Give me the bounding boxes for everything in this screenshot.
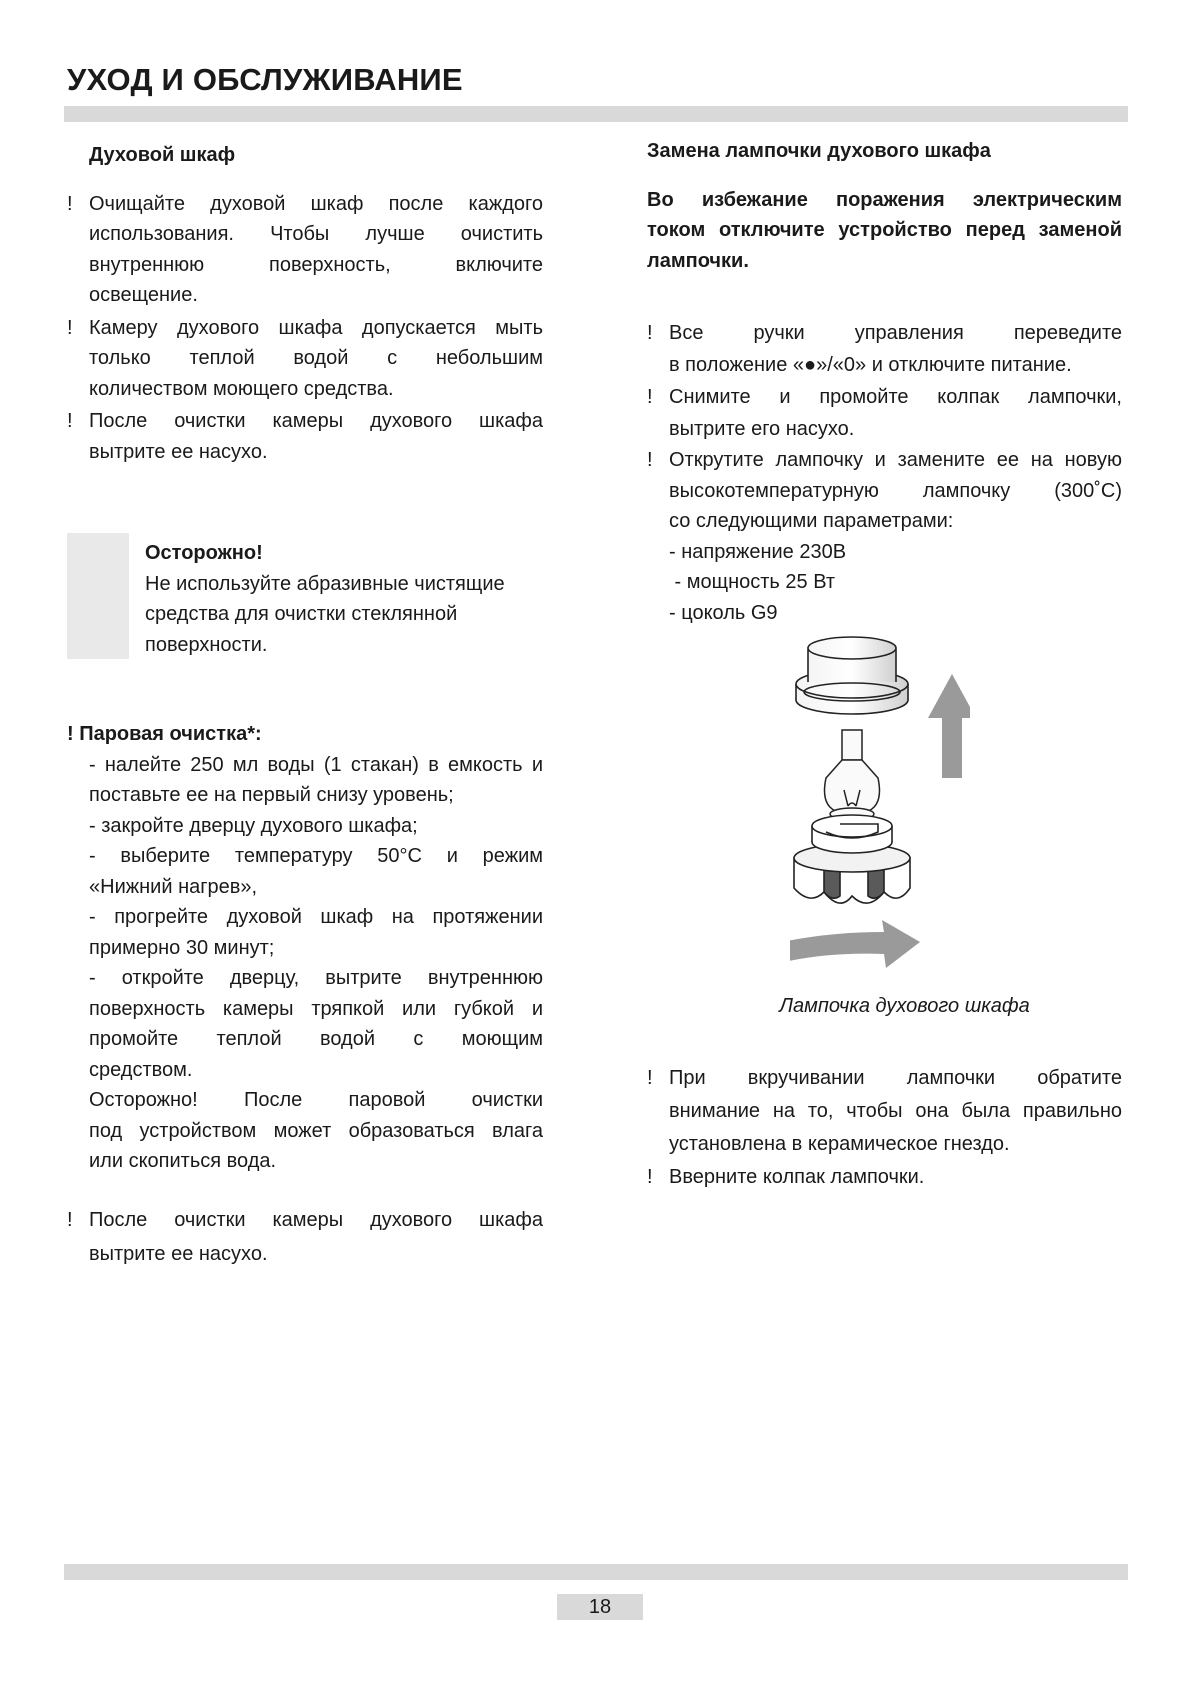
halogen-bulb-icon bbox=[825, 730, 880, 820]
param-power: - мощность 25 Вт bbox=[669, 571, 836, 593]
bullet: ! bbox=[647, 1067, 653, 1089]
list-item: ! Снимите и промойте колпак лампочки, вытрите его насухо. bbox=[647, 381, 1122, 445]
param-socket: - цоколь G9 bbox=[669, 601, 778, 624]
caution-title: Осторожно! bbox=[145, 542, 263, 564]
bullet: ! bbox=[67, 410, 73, 432]
page-title: УХОД И ОБСЛУЖИВАНИЕ bbox=[67, 62, 463, 97]
bullet: ! bbox=[647, 449, 653, 471]
rotate-arrow-icon bbox=[790, 920, 920, 968]
list-item: ! Очищайте духовой шкаф после каждого использования. Чтобы лучше очистить внутреннюю поверхность, включите освещение. bbox=[67, 189, 543, 311]
bullet: ! bbox=[67, 316, 73, 339]
list-item: ! При вкручивании лампочки обратите внимание на то, чтобы она была правильно установлена в керамическое гнездо. bbox=[647, 1062, 1122, 1161]
header-bar bbox=[64, 106, 1128, 122]
list-item: ! После очистки камеры духового шкафа вытрите ее насухо. bbox=[67, 406, 543, 467]
list-item: ! Камеру духового шкафа допускается мыть только теплой водой с небольшим количеством моющего средства. bbox=[67, 313, 543, 405]
right-column bbox=[647, 136, 1122, 276]
bulb-steps bbox=[647, 317, 1122, 628]
bullet: ! bbox=[647, 386, 653, 408]
arrow-up-icon bbox=[928, 674, 970, 778]
bullet: ! bbox=[67, 192, 73, 215]
footer-bar bbox=[64, 1564, 1128, 1580]
bulb-heading: Замена лампочки духового шкафа bbox=[647, 140, 991, 162]
steam-section: ! Паровая очистка*: - налейте 250 мл воды (1 стакан) в емкость и поставьте ее на первый снизу уровень; - закройте дверцу духового шкафа; - выберите температуру 50°C и режим «Нижний нагрев», - прогрейте духовой шкаф на протяжении примерно 30 минут; - откройте дверцу, вытрите внутреннюю поверхность камеры тряпкой или губкой и промойте теплой водой с моющим средством. Осторожно! После паровой очистки под устройством может образоваться влага или скопиться вода. bbox=[67, 719, 543, 1177]
ceramic-socket-icon bbox=[794, 815, 910, 903]
list-item: ! Открутите лампочку и замените ее на новую высокотемпературную лампочку (300˚C) со следующими параметрами: - напряжение 230В - мощность 25 Вт - цоколь G9 bbox=[647, 445, 1122, 628]
lamp-cap-icon bbox=[796, 637, 908, 714]
bulb-illustration bbox=[790, 630, 970, 990]
final-item-wrap bbox=[67, 1203, 543, 1271]
steam-heading: ! Паровая очистка*: bbox=[67, 723, 262, 745]
param-voltage: - напряжение 230В bbox=[669, 540, 847, 563]
list-item: ! Все ручки управления переведите в положение «●»/«0» и отключите питание. bbox=[647, 317, 1122, 381]
bulb-steps-after bbox=[647, 1062, 1122, 1194]
oven-heading: Духовой шкаф bbox=[89, 144, 236, 166]
safety-warning: Во избежание поражения электрическим током отключите устройство перед заменой лампочки. bbox=[647, 188, 1122, 272]
figure-caption: Лампочка духового шкафа bbox=[779, 995, 1030, 1017]
caution-note: Осторожно! Не используйте абразивные чистящие средства для очистки стеклянной поверхности. bbox=[145, 538, 545, 660]
page-number: 18 bbox=[557, 1594, 643, 1620]
bullet: ! bbox=[67, 1209, 73, 1231]
bullet: ! bbox=[647, 1166, 653, 1188]
left-column bbox=[67, 140, 543, 467]
list-item: ! Вверните колпак лампочки. bbox=[647, 1161, 1122, 1194]
caution-marker bbox=[67, 533, 129, 659]
bullet: ! bbox=[647, 322, 653, 344]
list-item: ! После очистки камеры духового шкафа вытрите ее насухо. bbox=[67, 1203, 543, 1271]
